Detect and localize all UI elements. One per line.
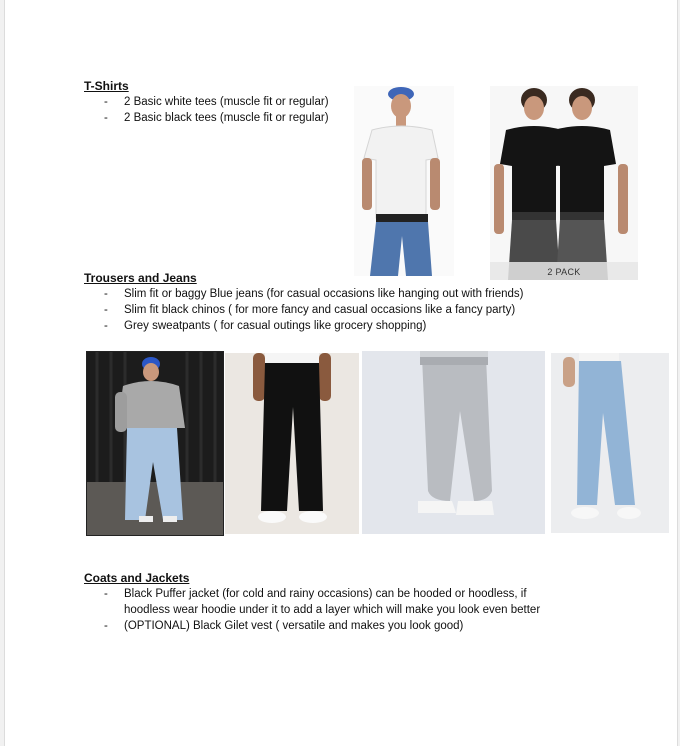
trousers-list (84, 286, 644, 334)
list-item: - 2 Basic black tees (muscle fit or regular) (104, 112, 329, 124)
list-item: - Black Puffer jacket (for cold and rainy occasions) can be hooded or hoodless, if hoodless wear hoodie under it to add a layer which will make you look even better (104, 588, 541, 616)
black-chinos-photo (225, 353, 359, 534)
list-item: - Grey sweatpants ( for casual outings like grocery shopping) (104, 320, 427, 332)
pack-label: 2 PACK (547, 267, 581, 277)
list-item: - (OPTIONAL) Black Gilet vest ( versatile and makes you look good) (104, 620, 464, 632)
light-blue-jeans-photo (551, 353, 669, 533)
trousers-heading: Trousers and Jeans (84, 271, 197, 285)
list-item: - Slim fit black chinos ( for more fancy and casual occasions like a fancy party) (104, 304, 516, 316)
list-item: - 2 Basic white tees (muscle fit or regular) (104, 96, 329, 108)
grey-sweatpants-photo (362, 351, 545, 534)
white-tee-photo (354, 86, 454, 276)
document-page (4, 0, 678, 746)
tshirts-list (84, 94, 354, 126)
baggy-jeans-photo (86, 351, 224, 536)
tshirts-heading: T-Shirts (84, 79, 129, 93)
list-item: - Slim fit or baggy Blue jeans (for casual occasions like hanging out with friends) (104, 288, 524, 300)
coats-list (84, 586, 554, 634)
coats-heading: Coats and Jackets (84, 571, 190, 585)
black-tees-photo (490, 86, 638, 280)
